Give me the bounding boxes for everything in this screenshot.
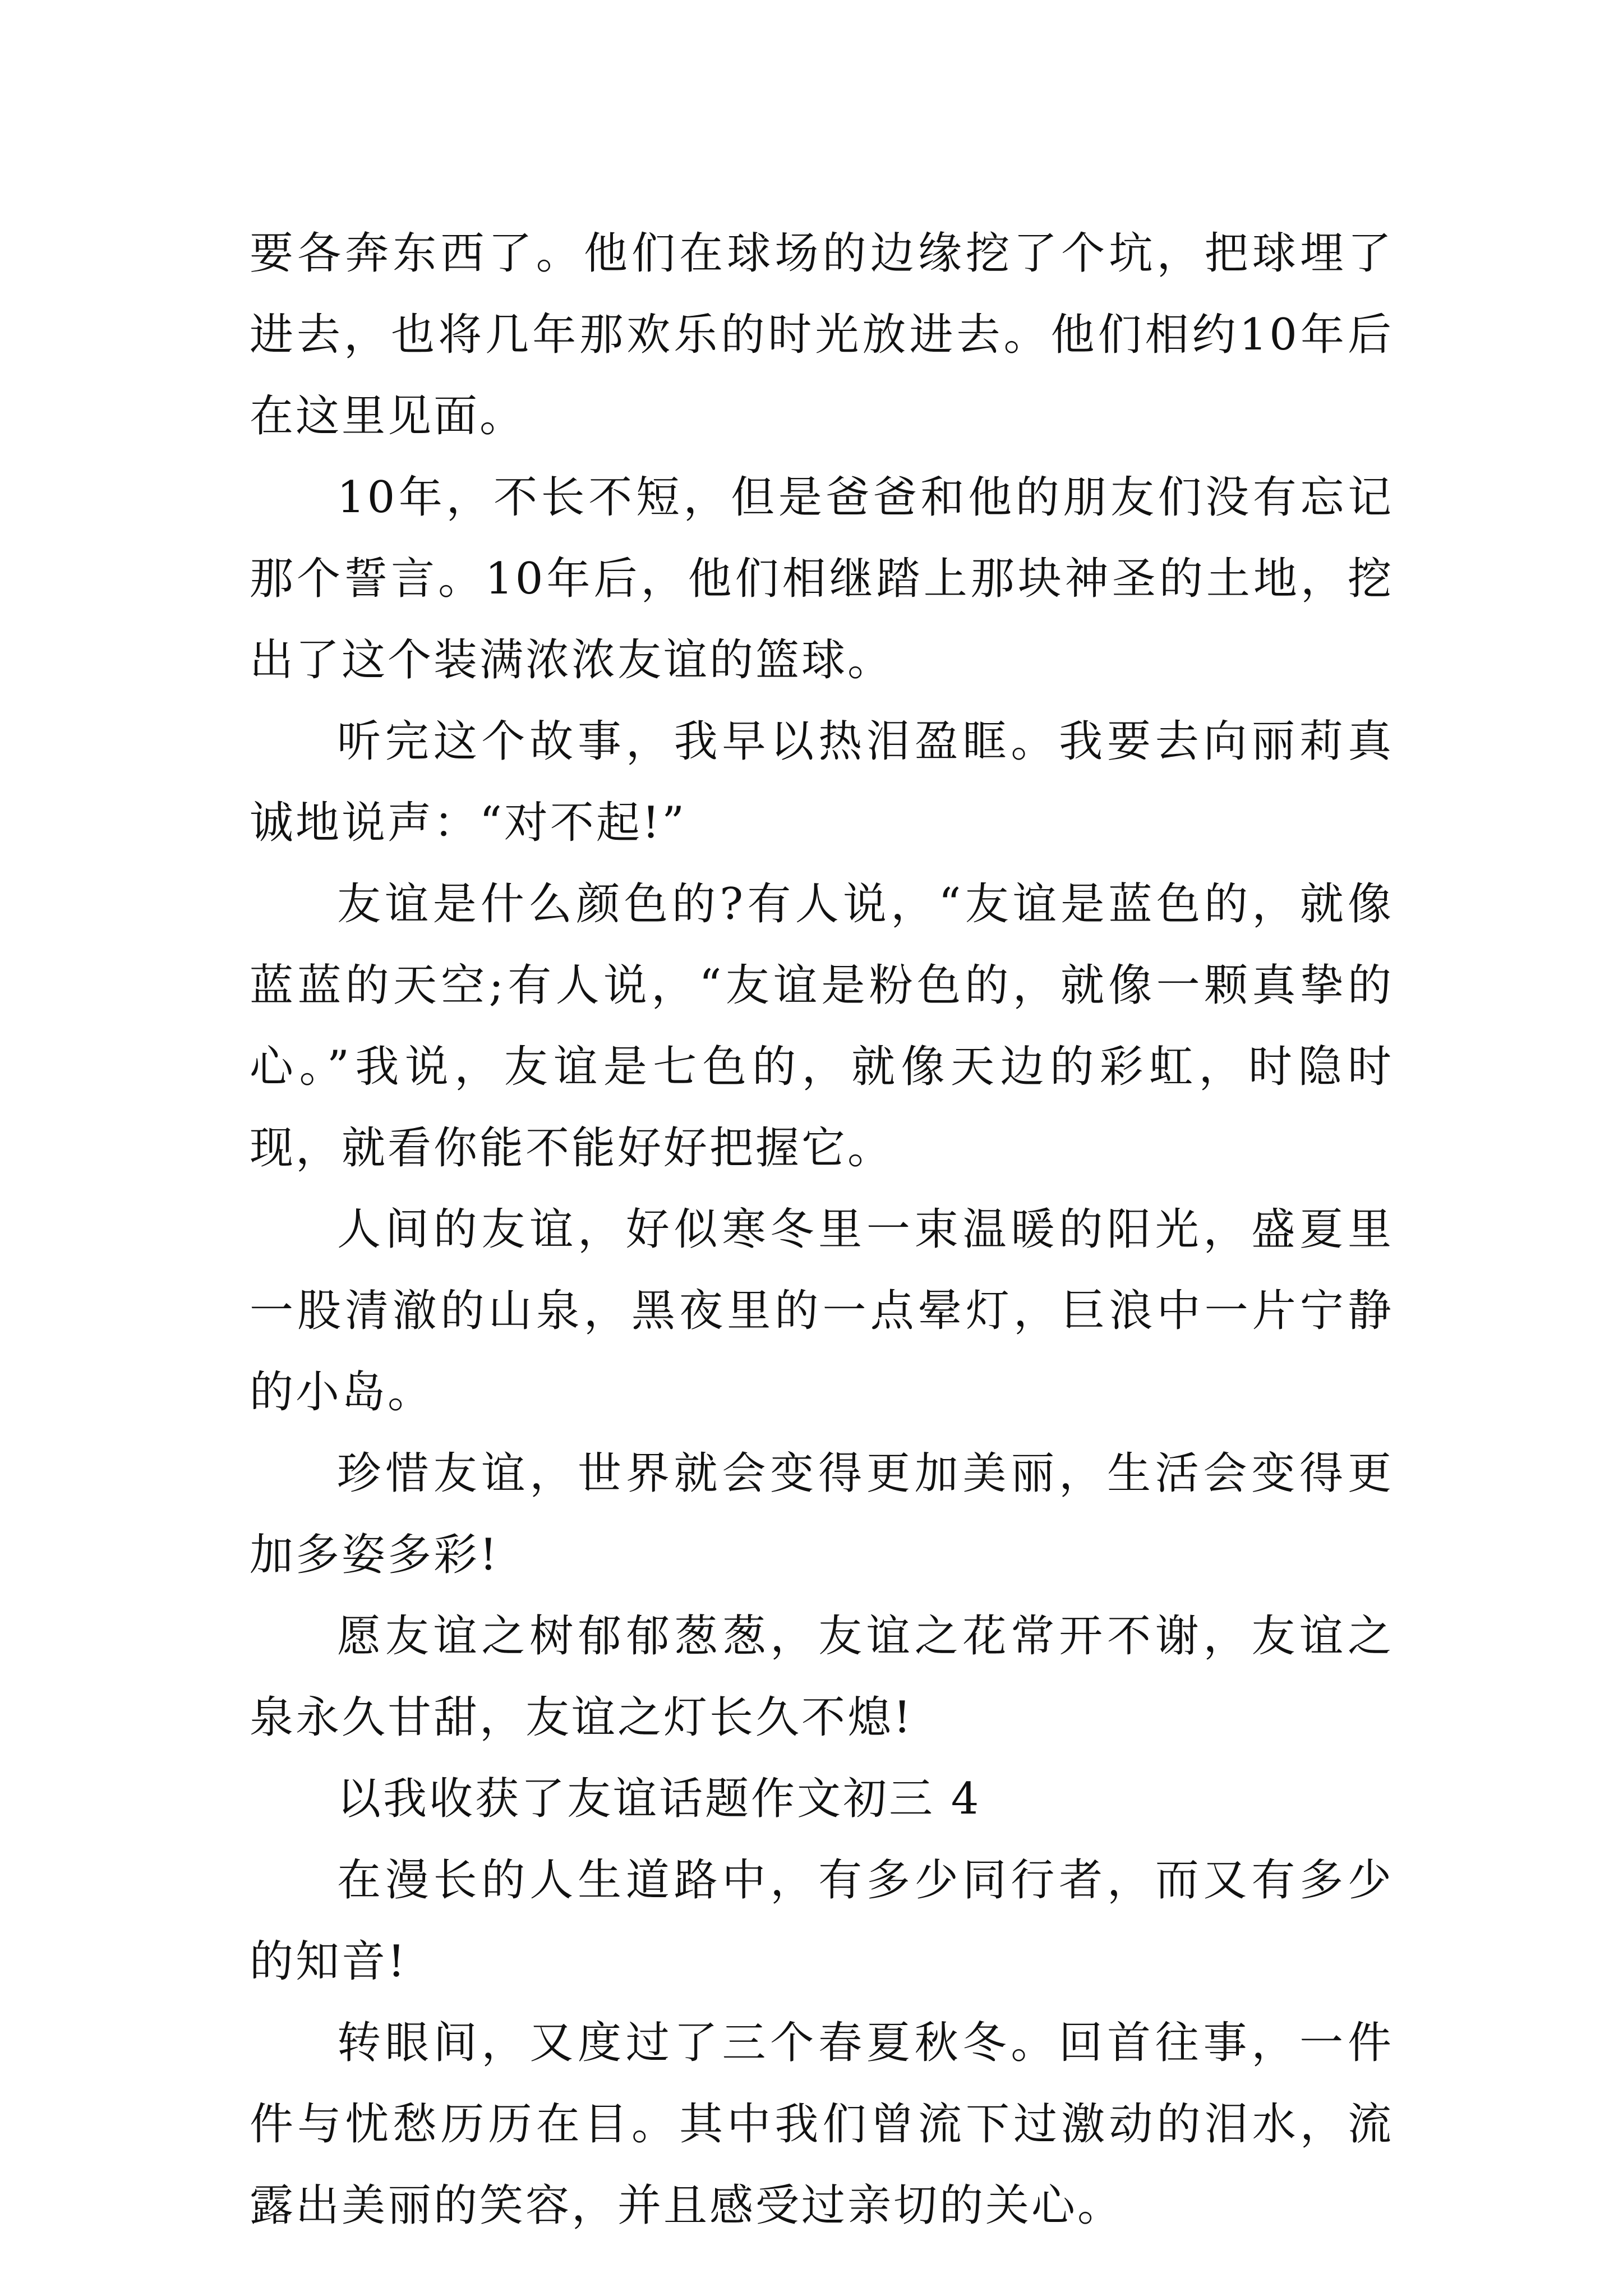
- paragraph: 10年，不长不短，但是爸爸和他的朋友们没有忘记那个誓言。10年后，他们相继踏上那块神圣的土地，挖出了这个装满浓浓友谊的篮球。: [250, 472, 1394, 685]
- paragraph: 友谊是什么颜色的?有人说，“友谊是蓝色的，就像蓝蓝的天空;有人说，“友谊是粉色的，就像一颗真挚的心。”我说，友谊是七色的，就像天边的彩虹，时隐时现，就看你能不能好好把握它。: [250, 879, 1394, 1174]
- paragraph: 在漫长的人生道路中，有多少同行者，而又有多少的知音!: [250, 1855, 1394, 1987]
- paragraph: 愿友谊之树郁郁葱葱，友谊之花常开不谢，友谊之泉永久甘甜，友谊之灯长久不熄!: [250, 1611, 1394, 1743]
- paragraph: 转眼间，又度过了三个春夏秋冬。回首往事，一件件与忧愁历历在目。其中我们曾流下过激动的泪水，流露出美丽的笑容，并且感受过亲切的关心。: [250, 2018, 1394, 2231]
- document-body: [250, 213, 1394, 2247]
- section-heading: 以我收获了友谊话题作文初三 4: [337, 1774, 981, 1824]
- paragraph: 人间的友谊，好似寒冬里一束温暖的阳光，盛夏里一股清澈的山泉，黑夜里的一点晕灯，巨浪中一片宁静的小岛。: [250, 1204, 1394, 1418]
- paragraph: 要各奔东西了。他们在球场的边缘挖了个坑，把球埋了进去，也将几年那欢乐的时光放进去。他们相约10年后在这里见面。: [250, 228, 1394, 441]
- paragraph: 听完这个故事，我早以热泪盈眶。我要去向丽莉真诚地说声：“对不起!”: [250, 716, 1394, 848]
- paragraph: 珍惜友谊，世界就会变得更加美丽，生活会变得更加多姿多彩!: [250, 1448, 1394, 1580]
